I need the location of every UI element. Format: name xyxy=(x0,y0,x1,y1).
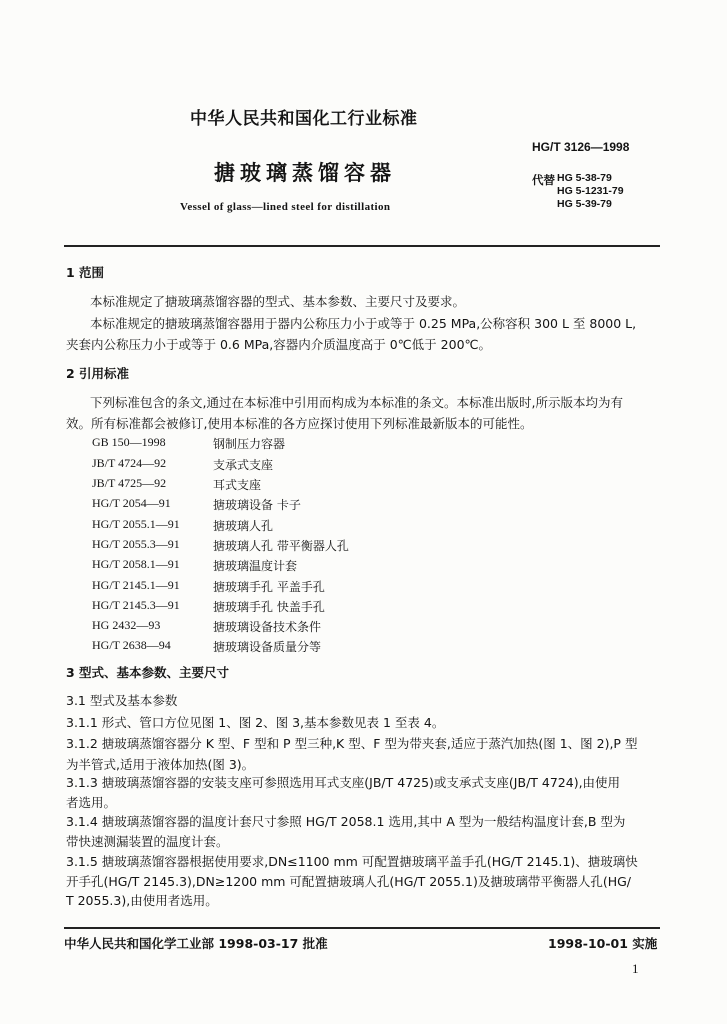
paragraph: 3.1.4 搪玻璃蒸馏容器的温度计套尺寸参照 HG/T 2058.1 选用,其中 A 型为一般结构温度计套,B 型为 xyxy=(66,814,626,829)
replaced-standard: HG 5-38-79 xyxy=(557,172,612,184)
replace-label: 代替 xyxy=(532,173,555,187)
paragraph: 带快速测漏装置的温度计套。 xyxy=(66,834,229,849)
ref-name: 支承式支座 xyxy=(213,458,274,472)
paragraph: 开手孔(HG/T 2145.3),DN≥1200 mm 可配置搪玻璃人孔(HG/T 2055.1)及搪玻璃带平衡器人孔(HG/ xyxy=(66,874,632,889)
paragraph: T 2055.3),由使用者选用。 xyxy=(66,893,218,908)
ref-name: 耳式支座 xyxy=(213,478,262,492)
ref-code: JB/T 4724—92 xyxy=(92,456,167,470)
issuer-line: 中华人民共和国化学工业部 1998-03-17 批准 xyxy=(64,936,328,951)
paragraph: 夹套内公称压力小于或等于 0.6 MPa,容器内介质温度高于 0℃低于 200℃。 xyxy=(66,337,492,352)
ref-name: 搪玻璃人孔 xyxy=(213,519,274,533)
paragraph: 3.1.5 搪玻璃蒸馏容器根据使用要求,DN≤1100 mm 可配置搪玻璃平盖手孔(HG/T 2145.1)、搪玻璃快 xyxy=(66,854,638,869)
english-title: Vessel of glass—lined steel for distillation xyxy=(180,201,391,213)
org-title: 中华人民共和国化工行业标准 xyxy=(190,109,418,129)
paragraph: 下列标准包含的条文,通过在本标准中引用而构成为本标准的条文。本标准出版时,所示版本均为有 xyxy=(90,395,623,410)
header-rule xyxy=(64,245,660,247)
ref-name: 搪玻璃设备技术条件 xyxy=(213,620,322,634)
ref-code: HG/T 2145.1—91 xyxy=(92,578,180,592)
ref-code: HG/T 2638—94 xyxy=(92,638,171,652)
section-2-heading: 2 引用标准 xyxy=(66,366,130,381)
ref-name: 钢制压力容器 xyxy=(213,437,286,451)
ref-name: 搪玻璃人孔 带平衡器人孔 xyxy=(213,539,349,553)
ref-code: HG/T 2054—91 xyxy=(92,496,171,510)
paragraph: 3.1.2 搪玻璃蒸馏容器分 K 型、F 型和 P 型三种,K 型、F 型为带夹套,适应于蒸汽加热(图 1、图 2),P 型 xyxy=(66,736,638,751)
paragraph: 本标准规定了搪玻璃蒸馏容器的型式、基本参数、主要尺寸及要求。 xyxy=(90,294,466,309)
ref-code: JB/T 4725—92 xyxy=(92,476,167,490)
ref-code: HG 2432—93 xyxy=(92,618,161,632)
ref-name: 搪玻璃温度计套 xyxy=(213,559,298,573)
section-3-heading: 3 型式、基本参数、主要尺寸 xyxy=(66,665,230,680)
paragraph: 3.1.3 搪玻璃蒸馏容器的安装支座可参照选用耳式支座(JB/T 4725)或支承式支座(JB/T 4724),由使用 xyxy=(66,775,621,790)
ref-code: GB 150—1998 xyxy=(92,435,166,449)
ref-name: 搪玻璃设备 卡子 xyxy=(213,498,301,512)
page-number: 1 xyxy=(632,961,639,976)
ref-name: 搪玻璃手孔 平盖手孔 xyxy=(213,580,325,594)
paragraph: 者选用。 xyxy=(66,795,117,810)
effective-date: 1998-10-01 实施 xyxy=(548,936,658,951)
ref-code: HG/T 2145.3—91 xyxy=(92,598,180,612)
paragraph: 效。所有标准都会被修订,使用本标准的各方应探讨使用下列标准最新版本的可能性。 xyxy=(66,416,533,431)
footer-rule xyxy=(64,927,660,929)
section-1-heading: 1 范围 xyxy=(66,265,105,280)
ref-name: 搪玻璃手孔 快盖手孔 xyxy=(213,600,325,614)
standard-code: HG/T 3126—1998 xyxy=(532,140,630,154)
replaced-standard: HG 5-39-79 xyxy=(557,198,612,210)
ref-code: HG/T 2055.3—91 xyxy=(92,537,180,551)
subsection-heading: 3.1 型式及基本参数 xyxy=(66,693,178,708)
ref-code: HG/T 2058.1—91 xyxy=(92,557,180,571)
ref-code: HG/T 2055.1—91 xyxy=(92,517,180,531)
replaced-standard: HG 5-1231-79 xyxy=(557,185,624,197)
paragraph: 为半管式,适用于液体加热(图 3)。 xyxy=(66,757,255,772)
doc-title: 搪玻璃蒸馏容器 xyxy=(214,161,396,185)
paragraph: 本标准规定的搪玻璃蒸馏容器用于器内公称压力小于或等于 0.25 MPa,公称容积 300 L 至 8000 L, xyxy=(90,316,637,331)
ref-name: 搪玻璃设备质量分等 xyxy=(213,640,322,654)
paragraph: 3.1.1 形式、管口方位见图 1、图 2、图 3,基本参数见表 1 至表 4。 xyxy=(66,715,445,730)
